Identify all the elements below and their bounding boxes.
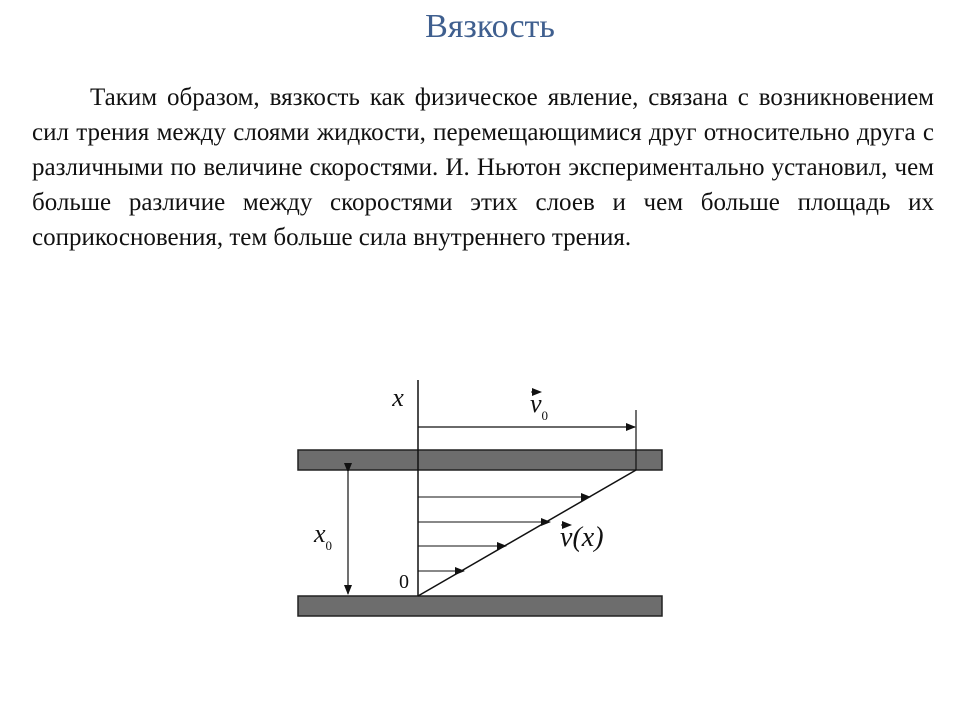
top-velocity-label: $v_0$ [530, 389, 549, 423]
origin-label: 0 [399, 571, 409, 593]
viscosity-diagram [290, 370, 670, 640]
body-paragraph: Таким образом, вязкость как физическое явление, связана с возникновением сил трения между слоями жидкости, перемещающимися друг относительно друга с различными по величине скоростями. И. Ньютон экспериментально установил, чем больше различие между скоростями этих слоев и чем больше площадь их соприкосновения, тем больше сила внутреннего трения. [32, 84, 934, 251]
top-plate [298, 450, 662, 470]
gap-label: $x_0$ [314, 519, 333, 553]
bottom-plate [298, 596, 662, 616]
slide-title: Вязкость [425, 8, 555, 45]
axis-label: x [392, 383, 404, 412]
velocity-profile-label: v(x) [560, 522, 604, 553]
